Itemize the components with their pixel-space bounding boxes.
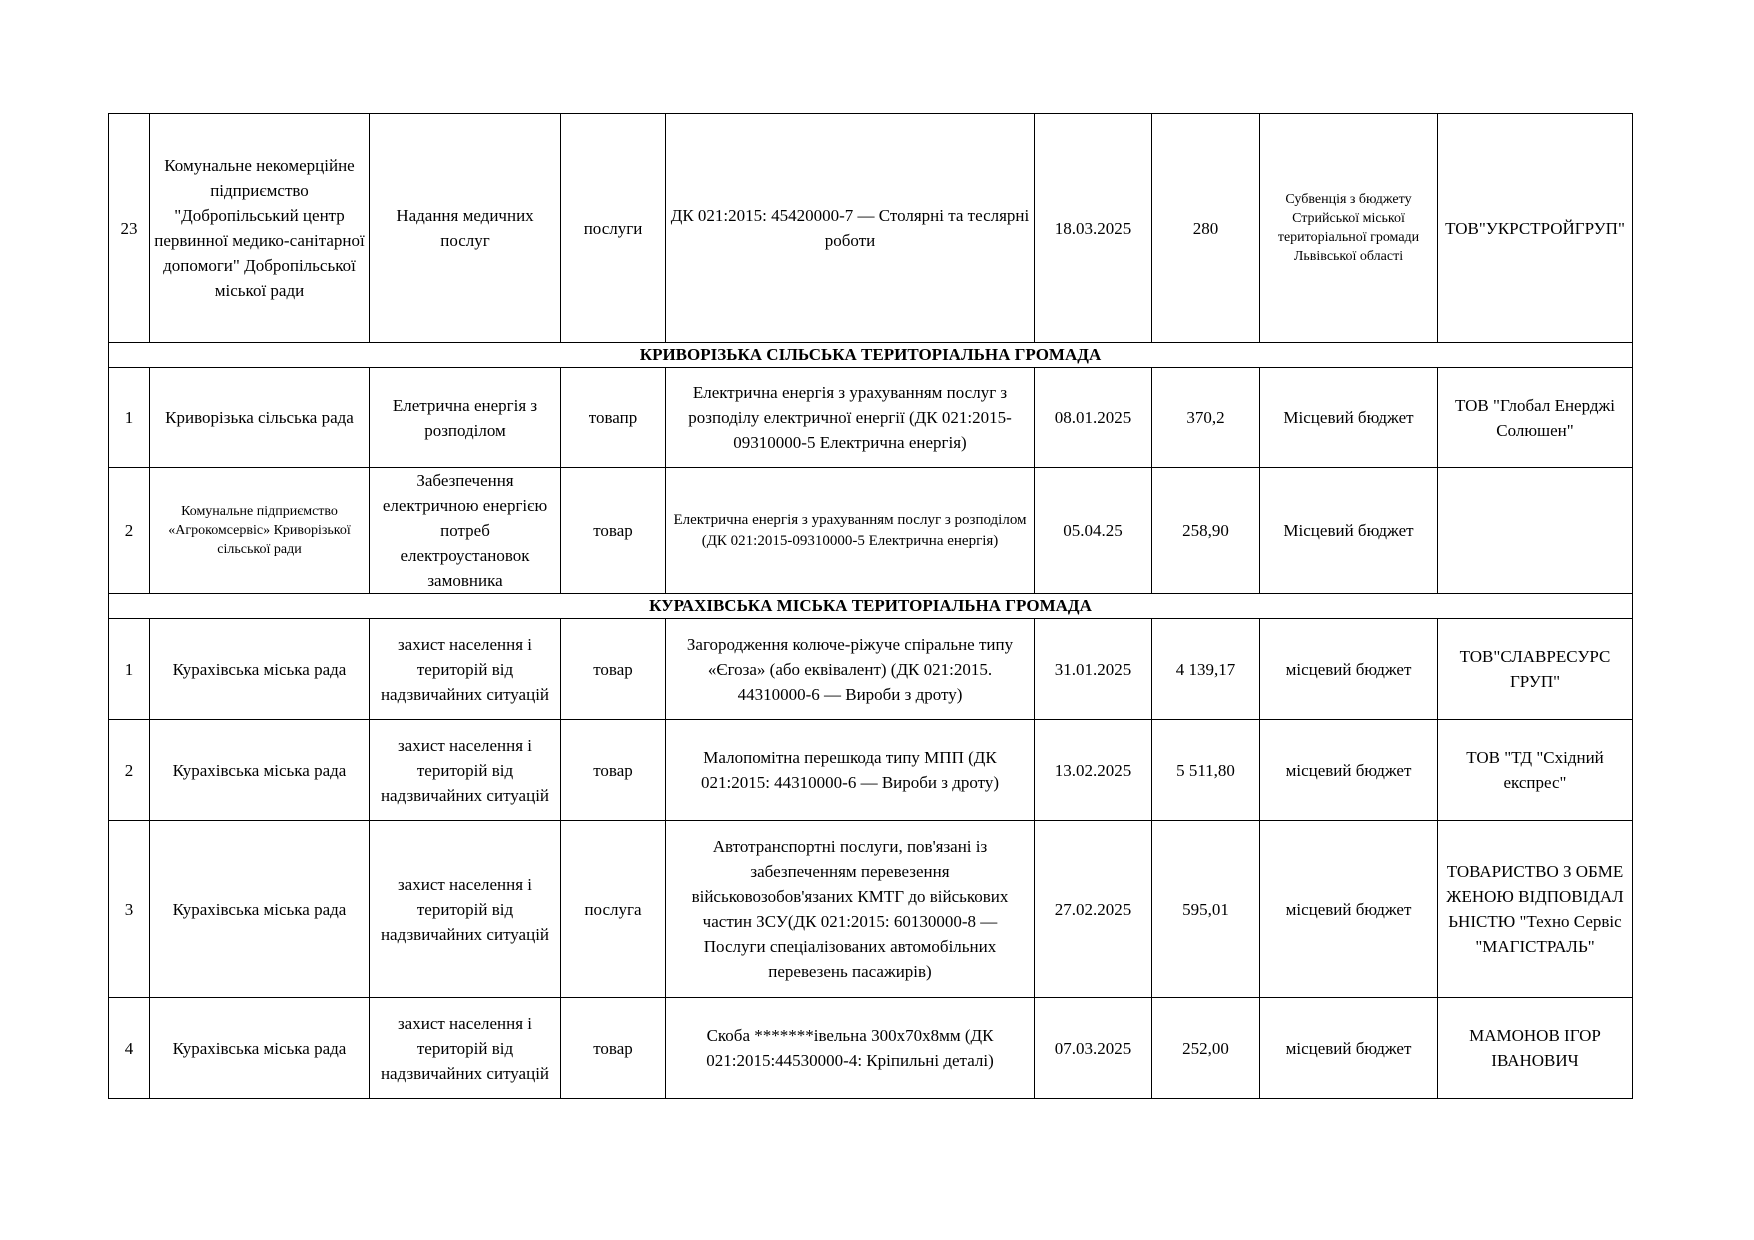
customer-cell: Курахівська міська рада — [150, 720, 370, 821]
supplier-cell: ТОВАРИСТВО З ОБМЕЖЕНОЮ ВІДПОВІДАЛЬНІСТЮ "Техно Сервіс "МАГІСТРАЛЬ" — [1438, 821, 1633, 998]
table-row — [109, 114, 1633, 343]
table-row — [109, 998, 1633, 1099]
date-cell: 08.01.2025 — [1035, 368, 1152, 468]
amount-cell: 370,2 — [1152, 368, 1260, 468]
table-row — [109, 821, 1633, 998]
amount-cell: 280 — [1152, 114, 1260, 343]
row-number: 1 — [109, 619, 150, 720]
customer-cell: Курахівська міська рада — [150, 821, 370, 998]
supplier-cell: ТОВ"УКРСТРОЙГРУП" — [1438, 114, 1633, 343]
date-cell: 05.04.25 — [1035, 468, 1152, 594]
section-header-row — [109, 594, 1633, 619]
customer-cell: Курахівська міська рада — [150, 619, 370, 720]
date-cell: 27.02.2025 — [1035, 821, 1152, 998]
type-cell: послуги — [561, 114, 666, 343]
row-number: 3 — [109, 821, 150, 998]
table-row — [109, 619, 1633, 720]
customer-cell: Криворізька сільська рада — [150, 368, 370, 468]
source-cell: місцевий бюджет — [1260, 619, 1438, 720]
supplier-cell: ТОВ "Глобал Енерджі Солюшен" — [1438, 368, 1633, 468]
supplier-cell: МАМОНОВ ІГОР ІВАНОВИЧ — [1438, 998, 1633, 1099]
code-cell: Електрична енергія з урахуванням послуг з розподілу електричної енергії (ДК 021:2015-09310000-5 Електрична енергія) — [666, 368, 1035, 468]
amount-cell: 258,90 — [1152, 468, 1260, 594]
supplier-cell — [1438, 468, 1633, 594]
amount-cell: 252,00 — [1152, 998, 1260, 1099]
source-cell: Місцевий бюджет — [1260, 468, 1438, 594]
code-cell: ДК 021:2015: 45420000-7 — Столярні та теслярні роботи — [666, 114, 1035, 343]
procurement-table — [108, 113, 1633, 1099]
type-cell: товар — [561, 468, 666, 594]
section-title: КРИВОРІЗЬКА СІЛЬСЬКА ТЕРИТОРІАЛЬНА ГРОМАДА — [109, 343, 1633, 368]
source-cell: Субвенція з бюджету Стрийської міської територіальної громади Львівської області — [1260, 114, 1438, 343]
type-cell: товапр — [561, 368, 666, 468]
code-cell: Автотранспортні послуги, пов'язані із забезпеченням перевезення військовозобов'язаних КМТГ до військових частин ЗСУ(ДК 021:2015: 60130000-8 — Послуги спеціалізованих автомобільних перевезень пасажирів) — [666, 821, 1035, 998]
customer-cell: Комунальне некомерційне підприємство "Добропільський центр первинної медико-санітарної допомоги" Добропільської міської ради — [150, 114, 370, 343]
source-cell: місцевий бюджет — [1260, 720, 1438, 821]
subject-cell: Надання медичних послуг — [370, 114, 561, 343]
source-cell: Місцевий бюджет — [1260, 368, 1438, 468]
subject-cell: Елетрична енергія з розподілом — [370, 368, 561, 468]
table-row — [109, 368, 1633, 468]
row-number: 4 — [109, 998, 150, 1099]
type-cell: товар — [561, 720, 666, 821]
date-cell: 18.03.2025 — [1035, 114, 1152, 343]
subject-cell: захист населення і територій від надзвичайних ситуацій — [370, 619, 561, 720]
amount-cell: 4 139,17 — [1152, 619, 1260, 720]
date-cell: 31.01.2025 — [1035, 619, 1152, 720]
supplier-cell: ТОВ"СЛАВРЕСУРС ГРУП" — [1438, 619, 1633, 720]
subject-cell: захист населення і територій від надзвичайних ситуацій — [370, 720, 561, 821]
amount-cell: 5 511,80 — [1152, 720, 1260, 821]
type-cell: послуга — [561, 821, 666, 998]
code-cell: Малопомітна перешкода типу МПП (ДК 021:2015: 44310000-6 — Вироби з дроту) — [666, 720, 1035, 821]
code-cell: Електрична енергія з урахуванням послуг з розподілом (ДК 021:2015-09310000-5 Електрична енергія) — [666, 468, 1035, 594]
row-number: 23 — [109, 114, 150, 343]
row-number: 2 — [109, 720, 150, 821]
subject-cell: захист населення і територій від надзвичайних ситуацій — [370, 821, 561, 998]
section-title: КУРАХІВСЬКА МІСЬКА ТЕРИТОРІАЛЬНА ГРОМАДА — [109, 594, 1633, 619]
code-cell: Скоба *******івельна 300х70х8мм (ДК 021:2015:44530000-4: Кріпильні деталі) — [666, 998, 1035, 1099]
date-cell: 07.03.2025 — [1035, 998, 1152, 1099]
type-cell: товар — [561, 998, 666, 1099]
code-cell: Загородження колюче-ріжуче спіральне типу «Єгоза» (або еквівалент) (ДК 021:2015. 44310000-6 — Вироби з дроту) — [666, 619, 1035, 720]
table-row — [109, 720, 1633, 821]
amount-cell: 595,01 — [1152, 821, 1260, 998]
source-cell: місцевий бюджет — [1260, 821, 1438, 998]
type-cell: товар — [561, 619, 666, 720]
supplier-cell: ТОВ "ТД "Східний експрес" — [1438, 720, 1633, 821]
section-header-row — [109, 343, 1633, 368]
customer-cell: Комунальне підприємство «Агрокомсервіс» Криворізької сільської ради — [150, 468, 370, 594]
customer-cell: Курахівська міська рада — [150, 998, 370, 1099]
source-cell: місцевий бюджет — [1260, 998, 1438, 1099]
row-number: 2 — [109, 468, 150, 594]
table-row — [109, 468, 1633, 594]
date-cell: 13.02.2025 — [1035, 720, 1152, 821]
subject-cell: Забезпечення електричною енергією потреб електроустановок замовника — [370, 468, 561, 594]
row-number: 1 — [109, 368, 150, 468]
subject-cell: захист населення і територій від надзвичайних ситуацій — [370, 998, 561, 1099]
